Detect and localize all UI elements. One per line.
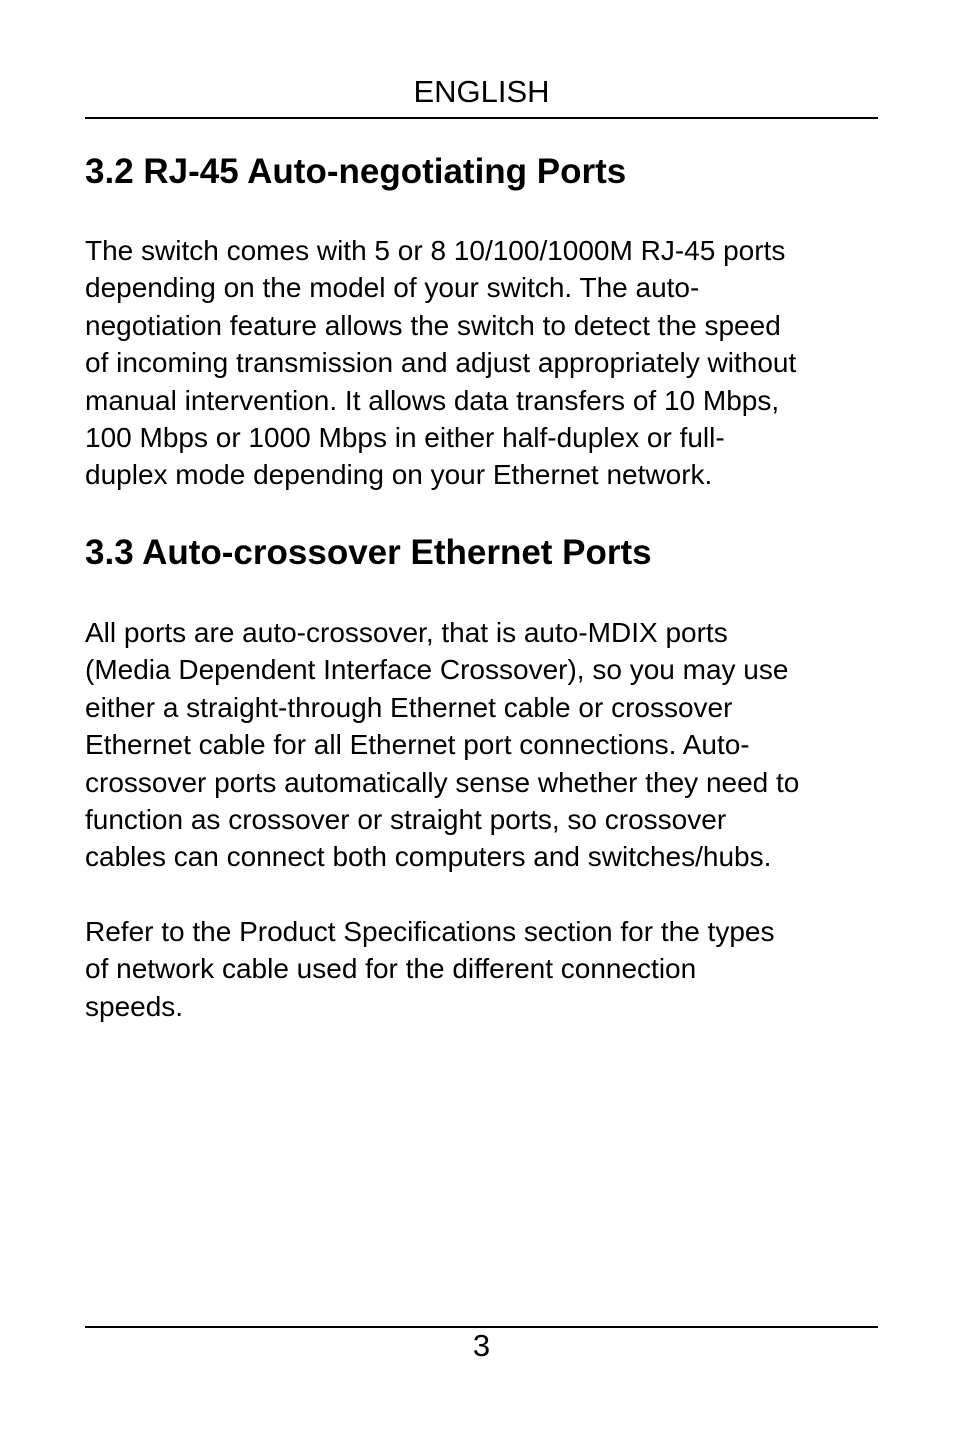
page-header-language: ENGLISH xyxy=(413,74,550,109)
text-line: speeds. xyxy=(85,990,184,1022)
text-line: cables can connect both computers and switches/hubs. xyxy=(85,841,772,873)
text-line: (Media Dependent Interface Crossover), so you may use xyxy=(85,654,789,686)
text-line: 100 Mbps or 1000 Mbps in either half-duplex or full- xyxy=(85,422,725,454)
text-line: negotiation feature allows the switch to detect the speed xyxy=(85,309,781,341)
section-heading-3-3: 3.3 Auto-crossover Ethernet Ports xyxy=(85,533,652,572)
section-heading-3-2: 3.2 RJ-45 Auto-negotiating Ports xyxy=(85,152,627,191)
text-line: duplex mode depending on your Ethernet network. xyxy=(85,459,713,491)
text-line: crossover ports automatically sense whether they need to xyxy=(85,766,800,798)
section-3-3-paragraph-1 xyxy=(85,614,878,876)
text-line: The switch comes with 5 or 8 10/100/1000M RJ-45 ports xyxy=(85,235,786,266)
text-line: All ports are auto-crossover, that is auto-MDIX ports xyxy=(85,617,728,648)
text-line: of network cable used for the different connection xyxy=(85,953,697,985)
section-3-3-paragraph-2 xyxy=(85,913,878,1025)
manual-page xyxy=(85,0,878,1433)
header-rule xyxy=(85,117,878,119)
section-3-2-paragraph xyxy=(85,232,878,494)
text-line: Refer to the Product Specifications section for the types xyxy=(85,916,775,947)
text-line: manual intervention. It allows data transfers of 10 Mbps, xyxy=(85,384,780,416)
text-line: depending on the model of your switch. The auto- xyxy=(85,272,700,304)
text-line: either a straight-through Ethernet cable or crossover xyxy=(85,691,733,723)
page-number: 3 xyxy=(472,1328,491,1363)
text-line: function as crossover or straight ports, so crossover xyxy=(85,804,727,836)
text-line: Ethernet cable for all Ethernet port connections. Auto- xyxy=(85,729,750,761)
text-line: of incoming transmission and adjust appropriately without xyxy=(85,347,797,379)
